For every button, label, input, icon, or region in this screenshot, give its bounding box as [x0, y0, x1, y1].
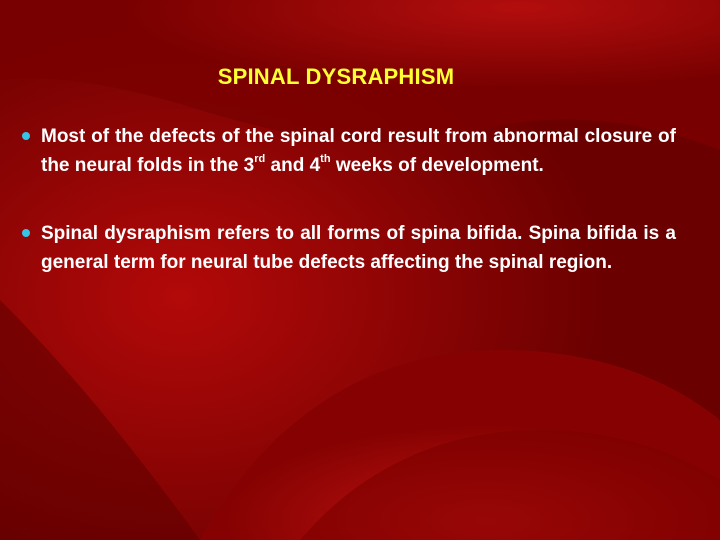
bullet-item-1	[22, 122, 676, 180]
bullet-1-part-2: and 4	[265, 155, 321, 176]
bullet-dot-icon	[22, 132, 30, 140]
bullet-1-part-3: weeks of development.	[330, 155, 544, 176]
bullet-item-2	[22, 219, 676, 277]
bullet-list	[22, 122, 676, 316]
bullet-1-part-1: Most of the defects of the spinal cord result from abnormal closure of the neural folds in the 3	[41, 126, 676, 176]
slide-title: SPINAL DYSRAPHISM	[217, 64, 455, 89]
bullet-text-1	[41, 122, 676, 180]
bullet-1-superscript-th: th	[320, 152, 331, 165]
bullet-dot-icon	[22, 229, 30, 237]
bullet-1-superscript-rd: rd	[254, 152, 266, 165]
bullet-text-2: Spinal dysraphism refers to all forms of spina bifida. Spina bifida is a general term for neural tube defects affecting the spinal region.	[41, 223, 676, 273]
